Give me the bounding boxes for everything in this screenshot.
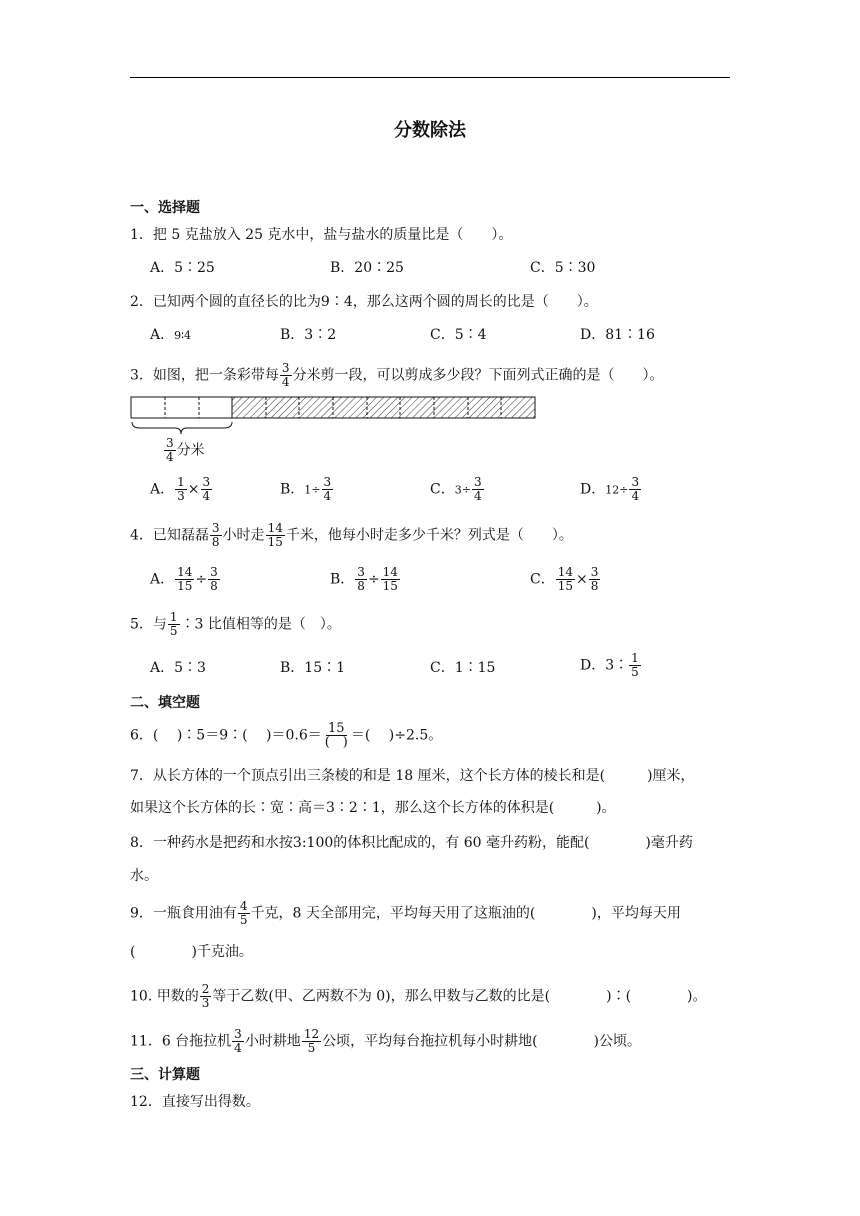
question-9-line-2: ( )千克油。 — [130, 944, 253, 960]
fraction: $\frac{3}{4}$ — [281, 361, 290, 389]
question-1-stem: 1．把 5 克盐放入 25 克水中，盐与盐水的质量比是（ ）。 — [130, 227, 513, 243]
question-3-option-a: A． $\frac{1}{3}$ × $\frac{3}{4}$ — [150, 475, 211, 503]
question-10-stem: 10. 甲数的 $\frac{2}{3}$ 等于乙数(甲、乙两数不为 0)，那么甲数与乙数的比是( )∶( )。 — [130, 982, 707, 1010]
section-heading-fill: 二、填空题 — [130, 695, 200, 711]
ribbon-remaining — [232, 397, 535, 418]
question-8-line-1: 8．一种药水是把药和水按3:100的体积比配成的，有 60 毫升药粉，能配( )毫升药 — [130, 835, 693, 851]
question-2-option-a: A．9∶4 — [150, 327, 191, 343]
brace-label: $\frac{3}{4}$ 分米 — [166, 436, 205, 464]
question-5-option-c: C．1∶15 — [430, 660, 496, 676]
question-2-option-b: B．3∶2 — [280, 327, 337, 343]
question-4-option-c: C． $\frac{14}{15}$ × $\frac{3}{8}$ — [530, 565, 599, 593]
question-5-option-b: B．15∶1 — [280, 660, 346, 676]
brace — [132, 422, 232, 434]
question-7-line-2: 如果这个长方体的长∶宽∶高＝3∶2∶1，那么这个长方体的体积是( )。 — [130, 800, 616, 816]
question-3-option-d: D．12÷ $\frac{3}{4}$ — [580, 475, 640, 503]
question-11-stem: 11．6 台拖拉机 $\frac{3}{4}$ 小时耕地 $\frac{12}{5}$ 公顷，平均每台拖拉机每小时耕地( )公顷。 — [130, 1027, 642, 1055]
question-3-stem: 3．如图，把一条彩带每 $\frac{3}{4}$ 分米剪一段，可以剪成多少段？下面列式正确的是（ ）。 — [130, 361, 664, 389]
header-rule — [130, 77, 730, 78]
question-4-option-b: B． $\frac{3}{8}$ ÷ $\frac{14}{15}$ — [330, 565, 398, 593]
question-5-option-d: D．3∶ $\frac{1}{5}$ — [580, 651, 639, 679]
question-2-stem: 2．已知两个圆的直径长的比为9∶4，那么这两个圆的周长的比是（ ）。 — [130, 294, 598, 310]
question-6-stem: 6．( )∶5＝9∶( )＝0.6＝ $\frac{15}{( )}$ ＝( )÷2.5。 — [130, 721, 443, 750]
question-2-option-c: C．5∶4 — [430, 327, 487, 343]
question-1-option-b: B．20∶25 — [330, 260, 404, 276]
question-5-option-a: A．5∶3 — [150, 660, 206, 676]
question-8-line-2: 水。 — [130, 868, 158, 884]
question-12-stem: 12．直接写出得数。 — [130, 1094, 260, 1110]
page-title: 分数除法 — [394, 120, 466, 141]
question-3-option-b: B．1÷ $\frac{3}{4}$ — [280, 475, 332, 503]
section-heading-choice: 一、选择题 — [130, 200, 200, 216]
question-2-option-d: D．81∶16 — [580, 327, 655, 343]
question-1-option-c: C．5∶30 — [530, 260, 596, 276]
question-7-line-1: 7．从长方体的一个顶点引出三条棱的和是 18 厘米，这个长方体的棱长和是( )厘米， — [130, 768, 695, 784]
ribbon-cut-segment — [131, 397, 232, 418]
question-5-stem: 5．与 $\frac{1}{5}$ ∶3 比值相等的是（ ）。 — [130, 610, 341, 638]
section-heading-calc: 三、计算题 — [130, 1067, 200, 1083]
question-3-option-c: C．3÷ $\frac{3}{4}$ — [430, 475, 482, 503]
question-4-option-a: A． $\frac{14}{15}$ ÷ $\frac{3}{8}$ — [150, 565, 218, 593]
question-4-stem: 4．已知磊磊 $\frac{3}{8}$ 小时走 $\frac{14}{15}$ 千米，他每小时走多少千米？列式是（ ）。 — [130, 521, 573, 549]
question-9-line-1: 9．一瓶食用油有 $\frac{4}{5}$ 千克，8 天全部用完，平均每天用了这瓶油的( )，平均每天用 — [130, 899, 681, 927]
question-1-option-a: A．5∶25 — [150, 260, 215, 276]
